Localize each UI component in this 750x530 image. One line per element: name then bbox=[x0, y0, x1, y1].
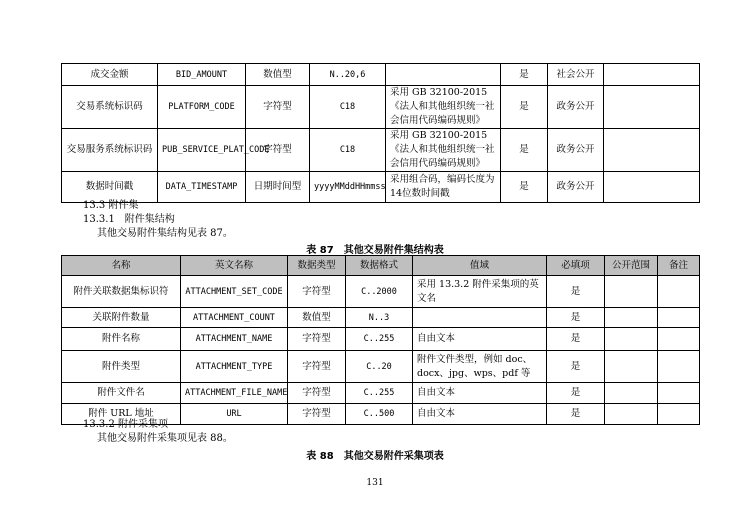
cell-note bbox=[658, 404, 700, 425]
header-type: 数据类型 bbox=[288, 256, 346, 276]
cell-required: 是 bbox=[547, 328, 605, 351]
cell-scope bbox=[605, 404, 658, 425]
table-row bbox=[62, 328, 700, 351]
cell-name: 附件关联数据集标识符 bbox=[62, 276, 181, 308]
table-88-caption: 表 88 其他交易附件采集项表 bbox=[306, 451, 444, 462]
cell-domain: 自由文本 bbox=[413, 383, 547, 404]
table-87-caption: 表 87 其他交易附件集结构表 bbox=[306, 245, 444, 256]
page-number: 131 bbox=[366, 478, 384, 488]
cell-name: 成交金额 bbox=[62, 64, 158, 86]
table-row bbox=[62, 351, 700, 383]
header-domain: 值域 bbox=[413, 256, 547, 276]
cell-name: 数据时间戳 bbox=[62, 172, 158, 203]
cell-english: DATA_TIMESTAMP bbox=[158, 172, 246, 203]
cell-scope bbox=[605, 351, 658, 383]
cell-required: 是 bbox=[547, 308, 605, 328]
cell-type: 字符型 bbox=[288, 351, 346, 383]
cell-name: 关联附件数量 bbox=[62, 308, 181, 328]
section-13-3-1-heading: 13.3.1 附件集结构 bbox=[83, 214, 175, 225]
cell-required: 是 bbox=[547, 276, 605, 308]
header-note: 备注 bbox=[658, 256, 700, 276]
cell-note bbox=[604, 129, 700, 172]
cell-domain: 采用 GB 32100-2015 《法人和其他组织统一社会信用代码编码规则》 bbox=[386, 86, 501, 129]
cell-english: PLATFORM_CODE bbox=[158, 86, 246, 129]
cell-english: ATTACHMENT_NAME bbox=[181, 328, 288, 351]
section-13-3-heading: 13.3 附件集 bbox=[83, 200, 139, 211]
cell-format: C18 bbox=[310, 129, 386, 172]
cell-english: URL bbox=[181, 404, 288, 425]
cell-format: yyyyMMddHHmmss bbox=[310, 172, 386, 203]
cell-name: 附件 URL 地址 bbox=[62, 404, 181, 425]
cell-name: 附件名称 bbox=[62, 328, 181, 351]
cell-required: 是 bbox=[501, 86, 548, 129]
header-format: 数据格式 bbox=[346, 256, 413, 276]
cell-format: C18 bbox=[310, 86, 386, 129]
section-13-3-1-text: 其他交易附件集结构见表 87。 bbox=[97, 228, 233, 239]
cell-domain bbox=[413, 308, 547, 328]
cell-type: 数值型 bbox=[246, 64, 310, 86]
cell-type: 日期时间型 bbox=[246, 172, 310, 203]
cell-name: 附件文件名 bbox=[62, 383, 181, 404]
cell-format: N..20,6 bbox=[310, 64, 386, 86]
cell-domain: 采用 GB 32100-2015 《法人和其他组织统一社会信用代码编码规则》 bbox=[386, 129, 501, 172]
header-scope: 公开范围 bbox=[605, 256, 658, 276]
cell-note bbox=[658, 308, 700, 328]
table-row bbox=[62, 86, 700, 129]
cell-required: 是 bbox=[547, 351, 605, 383]
table-row bbox=[62, 172, 700, 203]
cell-type: 字符型 bbox=[246, 129, 310, 172]
cell-format: C..255 bbox=[346, 383, 413, 404]
cell-required: 是 bbox=[547, 404, 605, 425]
cell-note bbox=[604, 172, 700, 203]
cell-required: 是 bbox=[501, 64, 548, 86]
section-13-3-2-heading: 13.3.2 附件采集项 bbox=[83, 419, 168, 430]
cell-name: 交易服务系统标识码 bbox=[62, 129, 158, 172]
cell-type: 字符型 bbox=[288, 404, 346, 425]
cell-domain: 采用组合码，编码长度为14位数时间戳 bbox=[386, 172, 501, 203]
cell-scope bbox=[605, 308, 658, 328]
cell-note bbox=[658, 328, 700, 351]
section-13-3-2-text: 其他交易附件采集项见表 88。 bbox=[97, 433, 233, 444]
header-english: 英文名称 bbox=[181, 256, 288, 276]
header-required: 必填项 bbox=[547, 256, 605, 276]
cell-note bbox=[658, 276, 700, 308]
cell-scope: 社会公开 bbox=[548, 64, 604, 86]
cell-name: 附件类型 bbox=[62, 351, 181, 383]
cell-scope bbox=[605, 276, 658, 308]
cell-english: BID_AMOUNT bbox=[158, 64, 246, 86]
table-header-row bbox=[62, 256, 700, 276]
cell-type: 字符型 bbox=[288, 383, 346, 404]
cell-scope bbox=[605, 383, 658, 404]
cell-english: PUB_SERVICE_PLAT_CODE bbox=[158, 129, 246, 172]
table-row bbox=[62, 64, 700, 86]
cell-type: 数值型 bbox=[288, 308, 346, 328]
cell-domain: 自由文本 bbox=[413, 404, 547, 425]
cell-scope: 政务公开 bbox=[548, 172, 604, 203]
table-row bbox=[62, 383, 700, 404]
cell-required: 是 bbox=[547, 383, 605, 404]
cell-domain: 附件文件类型，例如 doc、docx、jpg、wps、pdf 等 bbox=[413, 351, 547, 383]
table-row bbox=[62, 308, 700, 328]
cell-english: ATTACHMENT_TYPE bbox=[181, 351, 288, 383]
cell-domain: 采用 13.3.2 附件采集项的英文名 bbox=[413, 276, 547, 308]
cell-scope: 政务公开 bbox=[548, 86, 604, 129]
cell-format: C..20 bbox=[346, 351, 413, 383]
cell-english: ATTACHMENT_SET_CODE bbox=[181, 276, 288, 308]
cell-type: 字符型 bbox=[288, 328, 346, 351]
cell-name: 交易系统标识码 bbox=[62, 86, 158, 129]
cell-note bbox=[658, 351, 700, 383]
cell-domain: 自由文本 bbox=[413, 328, 547, 351]
cell-scope: 政务公开 bbox=[548, 129, 604, 172]
cell-required: 是 bbox=[501, 129, 548, 172]
cell-english: ATTACHMENT_COUNT bbox=[181, 308, 288, 328]
cell-note bbox=[604, 86, 700, 129]
cell-format: C..2000 bbox=[346, 276, 413, 308]
header-name: 名称 bbox=[62, 256, 181, 276]
cell-domain bbox=[386, 64, 501, 86]
cell-scope bbox=[605, 328, 658, 351]
cell-english: ATTACHMENT_FILE_NAME bbox=[181, 383, 288, 404]
cell-required: 是 bbox=[501, 172, 548, 203]
cell-format: C..500 bbox=[346, 404, 413, 425]
table-87 bbox=[61, 255, 700, 425]
cell-note bbox=[604, 64, 700, 86]
cell-type: 字符型 bbox=[246, 86, 310, 129]
cell-note bbox=[658, 383, 700, 404]
table-86-continued bbox=[61, 63, 700, 203]
cell-format: N..3 bbox=[346, 308, 413, 328]
table-row bbox=[62, 276, 700, 308]
table-row bbox=[62, 129, 700, 172]
cell-type: 字符型 bbox=[288, 276, 346, 308]
cell-format: C..255 bbox=[346, 328, 413, 351]
